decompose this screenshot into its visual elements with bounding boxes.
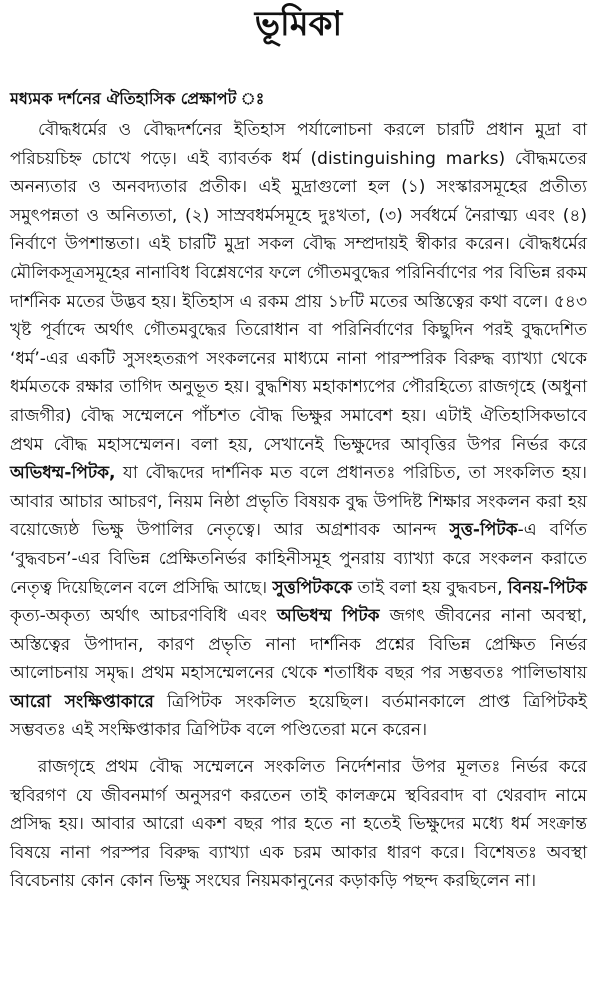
page-title: ভূমিকা xyxy=(254,4,343,44)
paragraph-text: জগৎ জীবনের নানা অবস্থা, অস্তিত্বের উপাদান, কারণ প্রভৃতি নানা দার্শনিক প্রশ্নের বিভিন্ন প্রেক্ষিত নির্ভর আলোচনায় সমৃদ্ধ। প্রথম মহাসম্মেলনের থেকে শতাধিক বছর পর সম্ভবতঃ পালিভাষায় xyxy=(10,606,587,684)
paragraph-text: বৌদ্ধধর্মের ও বৌদ্ধদর্শনের ইতিহাস পর্যালোচনা করলে চারটি প্রধান মুদ্রা বা পরিচয়চিহ্ন চোখে পড়ে। এই ব্যাবর্তক ধর্ম (distinguishing marks) বৌদ্ধমতের অনন্যতার ও অনবদ্যতার প্রতীক। এই মুদ্রাগুলো হল (১) সংস্কারসমূহের প্রতীত্য সমুৎপন্নতা ও অনিত্যতা, (২) সাস্রবধর্মসমূহে দুঃখতা, (৩) সর্বধর্মে নৈরাত্ম্য এবং (৪) নির্বাণে উপশান্ততা। এই চারটি মুদ্রা সকল বৌদ্ধ সম্প্রদায়ই স্বীকার করেন। বৌদ্ধধর্মের মৌলিকসূত্রসমূহের নানাবিধ বিশ্লেষণের ফলে গৌতমবুদ্ধের পরিনির্বাণের পর বিভিন্ন রকম দার্শনিক মতের উদ্ভব হয়। ইতিহাস এ রকম প্রায় ১৮টি মতের অস্তিত্বের কথা বলে। ৫৪৩ খৃষ্ট পূর্বাব্দে অর্থাৎ গৌতমবুদ্ধের তিরোধান বা পরিনির্বাণের কিছুদিন পরই বুদ্ধদেশিত ‘ধর্ম’-এর একটি সুসংহতরূপ সংকলনের মাধ্যমে নানা পারস্পরিক বিরুদ্ধ ব্যাখ্যা থেকে ধর্মমতকে রক্ষার তাগিদ অনুভূত হয়। বুদ্ধশিষ্য মহাকাশ্যপের পৌরহিত্যে রাজগৃহে (অধুনা রাজগীর) বৌদ্ধ সম্মেলনে পাঁচশত বৌদ্ধ ভিক্ষুর সমাবেশ হয়। এটাই ঐতিহাসিকভাবে প্রথম বৌদ্ধ মহাসম্মেলন। বলা হয়, সেখানেই ভিক্ষুদের আবৃত্তির উপর নির্ভর করে xyxy=(10,120,587,455)
bold-term-abhidhamma-pitaka: অভিধম্ম-পিটক, xyxy=(10,463,116,484)
paragraph-text: যা বৌদ্ধদের দার্শনিক মত বলে প্রধানতঃ পরিচিত, তা সংকলিত হয়। আবার আচার আচরণ, নিয়ম নিষ্ঠা প্রভৃতি বিষয়ক বুদ্ধ উপদিষ্ট শিক্ষার সংকলন করা হয় বয়োজ্যেষ্ঠ ভিক্ষু উপালির নেতৃত্বে। আর অগ্রশাবক আনন্দ xyxy=(10,463,587,541)
body-paragraph-1 xyxy=(10,116,587,745)
paragraph-text: ত্রিপিটক সংকলিত হয়েছিল। বর্তমানকালে প্রাপ্ত ত্রিপিটকই সম্ভবতঃ এই সংক্ষিপ্তাকার ত্রিপিটক বলে পণ্ডিতেরা মনে করেন। xyxy=(10,691,587,741)
bold-term-concise-form: আরো সংক্ষিপ্তাকারে xyxy=(10,691,154,712)
body-paragraph-2 xyxy=(10,753,587,896)
bold-term-suttapitaka: সুত্তপিটককে xyxy=(272,577,353,598)
bold-term-vinaya-pitaka: বিনয়-পিটক xyxy=(507,577,588,598)
bold-term-abhidhamma-pitaka-2: অভিধম্ম পিটক xyxy=(277,606,380,627)
bold-term-sutta-pitaka: সুত্ত-পিটক xyxy=(449,520,518,541)
section-heading: মধ্যমক দর্শনের ঐতিহাসিক প্রেক্ষাপট ঃ xyxy=(10,89,265,108)
paragraph-text: রাজগৃহে প্রথম বৌদ্ধ সম্মেলনে সংকলিত নির্দেশনার উপর মূলতঃ নির্ভর করে স্থবিরগণ যে জীবনমার্গ অনুসরণ করতেন তাই কালক্রমে স্থবিরবাদ বা থেরবাদ নামে প্রসিদ্ধ হয়। আবার আরো একশ বছর পার হতে না হতেই ভিক্ষুদের মধ্যে ধর্ম সংক্রান্ত বিষয়ে নানা পরস্পর বিরুদ্ধ ব্যাখ্যা এক চরম আকার ধারণ করে। বিশেষতঃ অবস্থা বিবেচনায় কোন কোন ভিক্ষু সংঘের নিয়মকানুনের কড়াকড়ি পছন্দ করছিলেন না। xyxy=(10,757,587,892)
paragraph-text: -এ বর্ণিত ‘বুদ্ধবচন’-এর বিভিন্ন প্রেক্ষিতনির্ভর কাহিনীসমূহ পুনরায় ব্যাখ্যা করে সংকলন করাতে নেতৃত্ব দিয়েছিলেন বলে প্রসিদ্ধি আছে। xyxy=(10,520,587,598)
paragraph-text: কৃত্য-অকৃত্য অর্থাৎ আচরণবিধি এবং xyxy=(10,606,278,627)
paragraph-text: তাই বলা হয় বুদ্ধবচন, xyxy=(352,577,508,598)
